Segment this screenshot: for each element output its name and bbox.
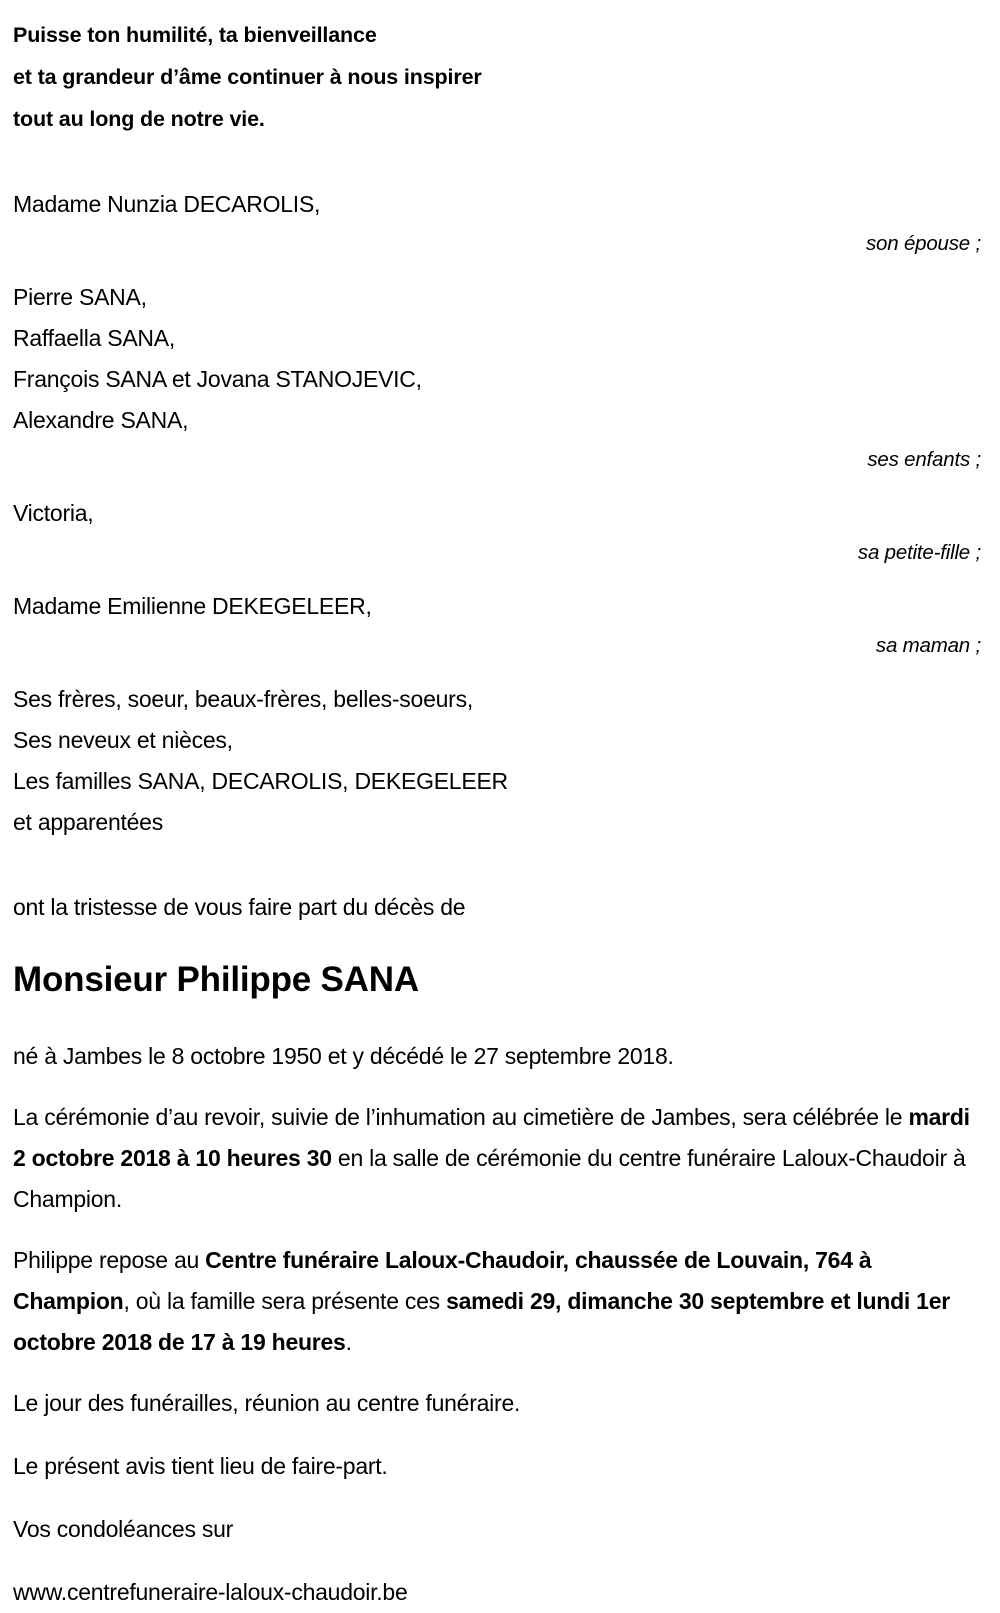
extended-family-line: Les familles SANA, DECAROLIS, DEKEGELEER: [13, 768, 508, 794]
relation-label-children: ses enfants ;: [867, 448, 981, 471]
ceremony-paragraph: [13, 1097, 988, 1220]
epigraph-line-3: tout au long de notre vie.: [13, 107, 265, 131]
family-group-granddaughter: [13, 493, 990, 572]
family-group-children: [13, 277, 990, 479]
repose-visiting-hours: samedi 29, dimanche 30 septembre et lundi 1er octobre 2018 de 17 à 19 heures: [13, 1288, 950, 1355]
family-member-name: Alexandre SANA,: [13, 407, 189, 433]
extended-family-line: Ses neveux et nièces,: [13, 727, 233, 753]
relation-label-granddaughter: sa petite-fille ;: [857, 541, 981, 564]
family-group-mother: [13, 586, 990, 665]
repose-text-part2: , où la famille sera présente ces: [123, 1288, 447, 1314]
ceremony-datetime: mardi 2 octobre 2018 à 10 heures 30: [13, 1104, 970, 1171]
repose-text-part1: Philippe repose au: [13, 1247, 206, 1273]
family-member-name: Raffaella SANA,: [13, 325, 176, 351]
family-member-name: François SANA et Jovana STANOJEVIC,: [13, 366, 422, 392]
repose-paragraph: [13, 1240, 988, 1363]
family-member-name: Madame Emilienne DEKEGELEER,: [13, 593, 372, 619]
family-member-name: Pierre SANA,: [13, 284, 147, 310]
relation-label-mother: sa maman ;: [875, 634, 981, 657]
family-member-name: Victoria,: [13, 500, 94, 526]
birth-death-line: né à Jambes le 8 octobre 1950 et y décédé le 27 septembre 2018.: [13, 1043, 674, 1069]
notice-line: Le présent avis tient lieu de faire-part.: [13, 1453, 388, 1479]
reunion-line: Le jour des funérailles, réunion au centre funéraire.: [13, 1390, 521, 1416]
announcement-intro: ont la tristesse de vous faire part du décès de: [13, 894, 466, 920]
family-member-name: Madame Nunzia DECAROLIS,: [13, 191, 321, 217]
epigraph: [13, 14, 990, 140]
epigraph-line-2: et ta grandeur d’âme continuer à nous inspirer: [13, 65, 482, 89]
relation-label-spouse: son épouse ;: [866, 232, 981, 255]
repose-venue: Centre funéraire Laloux-Chaudoir, chaussée de Louvain, 764 à Champion: [13, 1247, 872, 1314]
extended-family-line: et apparentées: [13, 809, 163, 835]
repose-text-part3: .: [345, 1329, 352, 1355]
family-group-spouse: [13, 184, 990, 263]
condolences-label: Vos condoléances sur: [13, 1516, 234, 1542]
deceased-name: Monsieur Philippe SANA: [13, 960, 419, 999]
ceremony-text-part2: en la salle de cérémonie du centre funéraire Laloux-Chaudoir à Champion.: [13, 1145, 966, 1212]
ceremony-text-part1: La cérémonie d’au revoir, suivie de l’inhumation au cimetière de Jambes, sera célébrée le: [13, 1104, 909, 1130]
extended-family-line: Ses frères, soeur, beaux-frères, belles-soeurs,: [13, 686, 473, 712]
condolences-website[interactable]: www.centrefuneraire-laloux-chaudoir.be: [13, 1579, 408, 1605]
epigraph-line-1: Puisse ton humilité, ta bienveillance: [13, 23, 377, 47]
extended-family-block: [13, 679, 990, 843]
